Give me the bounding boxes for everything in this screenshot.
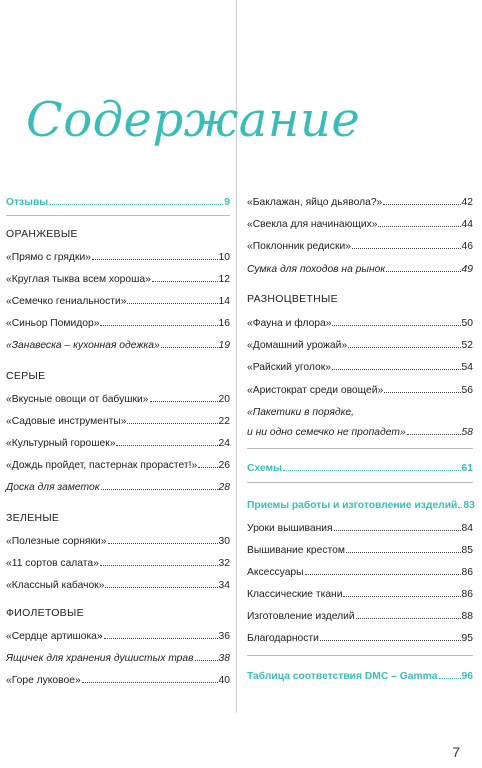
toc-entry-tablica[interactable]: Таблица соответствия DMC – Gamma 96 — [247, 671, 473, 682]
toc-entry[interactable]: «11 сортов салата» 32 — [6, 558, 230, 569]
toc-entry[interactable]: Уроки вышивания 84 — [247, 523, 473, 534]
toc-entry[interactable]: «Сердце артишока» 36 — [6, 631, 230, 642]
toc-entry[interactable]: «Садовые инструменты» 22 — [6, 416, 230, 427]
page-number: 7 — [452, 744, 460, 760]
toc-entry-project[interactable]: «Занавеска – кухонная одежка» 19 — [6, 340, 230, 351]
toc-entry[interactable]: «Культурный горошек» 24 — [6, 438, 230, 449]
toc-entry[interactable]: «Полезные сорняки» 30 — [6, 536, 230, 547]
section-heading: ОРАНЖЕВЫЕ — [6, 228, 78, 240]
toc-entry[interactable]: «Фауна и флора» 50 — [247, 318, 473, 329]
toc-entry[interactable]: «Прямо с грядки» 10 — [6, 252, 230, 263]
section-heading: СЕРЫЕ — [6, 370, 46, 382]
toc-entry-project[interactable]: Сумка для походов на рынок 49 — [247, 264, 473, 275]
toc-entry[interactable]: «Дождь пройдет, пастернак прорастет!» 26 — [6, 460, 230, 471]
toc-entry[interactable]: «Баклажан, яйцо дьявола?» 42 — [247, 197, 473, 208]
toc-entry-shemy[interactable]: Схемы 61 — [247, 463, 473, 474]
divider-rule — [247, 448, 473, 449]
divider-rule — [247, 655, 473, 656]
toc-entry-project-line1: «Пакетики в порядке, — [247, 407, 355, 418]
toc-entry[interactable]: «Круглая тыква всем хороша» 12 — [6, 274, 230, 285]
section-heading: ФИОЛЕТОВЫЕ — [6, 607, 84, 619]
toc-entry[interactable]: «Горе луковое» 40 — [6, 675, 230, 686]
toc-entry[interactable]: Аксессуары 86 — [247, 567, 473, 578]
page-title: Содержание — [26, 92, 361, 148]
toc-entry-project[interactable]: Ящичек для хранения душистых трав 38 — [6, 653, 230, 664]
toc-entry-project[interactable]: Доска для заметок 28 — [6, 482, 230, 493]
toc-entry[interactable]: «Свекла для начинающих» 44 — [247, 219, 473, 230]
toc-entry[interactable]: «Поклонник редиски» 46 — [247, 241, 473, 252]
toc-entry[interactable]: Изготовление изделий 88 — [247, 611, 473, 622]
toc-entry[interactable]: «Вкусные овощи от бабушки» 20 — [6, 394, 230, 405]
toc-entry[interactable]: Благодарности 95 — [247, 633, 473, 644]
section-heading: РАЗНОЦВЕТНЫЕ — [247, 293, 338, 305]
toc-entry[interactable]: Вышивание крестом 85 — [247, 545, 473, 556]
toc-entry[interactable]: «Райский уголок» 54 — [247, 362, 473, 373]
toc-entry-project[interactable]: и ни одно семечко не пропадет» 58 — [247, 427, 473, 438]
toc-entry[interactable]: «Синьор Помидор» 16 — [6, 318, 230, 329]
toc-entry[interactable]: Классические ткани 86 — [247, 589, 473, 600]
toc-entry[interactable]: «Классный кабачок» 34 — [6, 580, 230, 591]
toc-entry-priemy[interactable]: Приемы работы и изготовление изделий 83 — [247, 500, 475, 511]
toc-entry[interactable]: «Домашний урожай» 52 — [247, 340, 473, 351]
toc-entry-otzyvy[interactable]: Отзывы 9 — [6, 197, 230, 208]
toc-entry[interactable]: «Аристократ среди овощей» 56 — [247, 385, 473, 396]
divider-rule — [6, 215, 230, 216]
toc-entry[interactable]: «Семечко гениальности» 14 — [6, 296, 230, 307]
section-heading: ЗЕЛЕНЫЕ — [6, 512, 60, 524]
divider-rule — [247, 482, 473, 483]
